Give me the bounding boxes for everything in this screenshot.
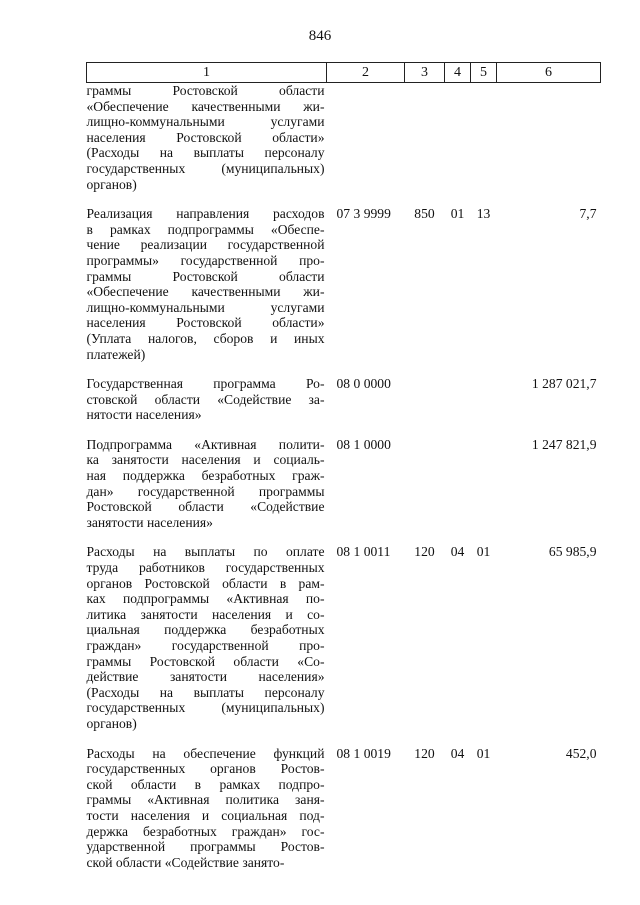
description-line: органов Ростовской области в рам- bbox=[86, 575, 325, 591]
row-section: 01 bbox=[450, 206, 465, 222]
description-line: программы» государственной про- bbox=[86, 252, 325, 268]
description-line: ках подпрограммы «Активная по- bbox=[86, 591, 325, 607]
description-line: Реализация направления расходов bbox=[86, 206, 325, 222]
row-subsection bbox=[471, 423, 497, 531]
budget-table bbox=[86, 62, 601, 870]
row-target-code: 08 1 0011 bbox=[336, 544, 391, 560]
description-line: (Расходы на выплаты персоналу bbox=[86, 684, 325, 700]
description-line: государственных (муниципальных) bbox=[86, 700, 325, 716]
row-description bbox=[87, 423, 327, 531]
description-line: граммы Ростовской области bbox=[86, 268, 325, 284]
description-line: Расходы на выплаты по оплате bbox=[86, 544, 325, 560]
description-line: граммы «Активная политика заня- bbox=[86, 792, 325, 808]
row-amount: 7,7 bbox=[579, 206, 597, 222]
description-line: действие занятости населения» bbox=[86, 669, 325, 685]
description-line: органов) bbox=[86, 715, 137, 731]
table-row bbox=[87, 732, 601, 871]
description-line: населения Ростовской области» bbox=[86, 315, 325, 331]
row-description bbox=[87, 83, 327, 193]
header-col-3: 3 bbox=[405, 63, 445, 83]
row-target-code: 08 1 0019 bbox=[336, 745, 391, 761]
description-line: держка безработных граждан» гос- bbox=[86, 823, 325, 839]
row-expense-type bbox=[405, 423, 445, 531]
header-col-4: 4 bbox=[445, 63, 471, 83]
row-target-code: 08 1 0000 bbox=[336, 436, 391, 452]
header-col-2: 2 bbox=[327, 63, 405, 83]
description-line: (Уплата налогов, сборов и иных bbox=[86, 330, 325, 346]
header-col-6: 6 bbox=[497, 63, 601, 83]
row-subsection: 01 bbox=[476, 544, 491, 560]
row-expense-type: 120 bbox=[414, 544, 435, 560]
description-line: циальная поддержка безработных bbox=[86, 622, 325, 638]
row-amount: 452,0 bbox=[565, 745, 597, 761]
row-expense-type bbox=[405, 362, 445, 423]
row-description bbox=[87, 192, 327, 362]
description-line: Ростовской области «Содействие bbox=[86, 499, 325, 515]
description-line: ской области «Содействие занято- bbox=[86, 854, 285, 870]
row-section: 04 bbox=[450, 544, 465, 560]
description-line: тости населения и социальная под- bbox=[86, 807, 325, 823]
row-section bbox=[445, 362, 471, 423]
header-col-5: 5 bbox=[471, 63, 497, 83]
description-line: нятости населения» bbox=[86, 407, 202, 423]
description-line: граммы Ростовской области bbox=[86, 83, 325, 98]
row-amount: 1 287 021,7 bbox=[531, 376, 597, 392]
row-subsection bbox=[471, 362, 497, 423]
description-line: труда работников государственных bbox=[86, 560, 325, 576]
description-line: Государственная программа Ро- bbox=[86, 376, 325, 392]
header-col-1: 1 bbox=[87, 63, 327, 83]
description-line: лищно-коммунальными услугами bbox=[86, 114, 325, 130]
description-line: ная поддержка безработных граж- bbox=[86, 468, 325, 484]
description-line: органов) bbox=[86, 176, 137, 192]
description-line: стовской области «Содействие за- bbox=[86, 391, 325, 407]
row-section bbox=[445, 423, 471, 531]
row-target-code: 07 3 9999 bbox=[336, 206, 391, 222]
table-header-row bbox=[87, 63, 601, 83]
description-line: Подпрограмма «Активная полити- bbox=[86, 436, 325, 452]
row-amount bbox=[497, 83, 601, 193]
row-amount: 1 247 821,9 bbox=[531, 436, 597, 452]
description-line: государственных (муниципальных) bbox=[86, 160, 325, 176]
description-line: «Обеспечение качественными жи- bbox=[86, 284, 325, 300]
row-description bbox=[87, 732, 327, 871]
description-line: литика занятости населения и со- bbox=[86, 606, 325, 622]
description-line: ударственной программы Ростов- bbox=[86, 839, 325, 855]
description-line: Расходы на обеспечение функций bbox=[86, 745, 325, 761]
description-line: граждан» государственной про- bbox=[86, 638, 325, 653]
table-row bbox=[87, 83, 601, 193]
row-target-code: 08 0 0000 bbox=[336, 376, 391, 392]
row-subsection bbox=[471, 83, 497, 193]
row-section bbox=[445, 83, 471, 193]
row-subsection: 01 bbox=[476, 745, 491, 761]
description-line: ской области в рамках подпро- bbox=[86, 776, 325, 792]
table-row bbox=[87, 362, 601, 423]
table-row bbox=[87, 423, 601, 531]
row-expense-type: 120 bbox=[414, 745, 435, 761]
description-line: ка занятости населения и социаль- bbox=[86, 452, 325, 468]
table-row bbox=[87, 530, 601, 731]
row-amount: 65 985,9 bbox=[548, 544, 597, 560]
description-line: лищно-коммунальными услугами bbox=[86, 299, 325, 315]
description-line: государственных органов Ростов- bbox=[86, 761, 325, 777]
table-body bbox=[87, 83, 601, 871]
description-line: платежей) bbox=[86, 346, 146, 362]
description-line: в рамках подпрограммы «Обеспе- bbox=[86, 221, 325, 237]
row-expense-type: 850 bbox=[414, 206, 435, 222]
row-description bbox=[87, 362, 327, 423]
row-description bbox=[87, 530, 327, 731]
row-expense-type bbox=[405, 83, 445, 193]
description-line: чение реализации государственной bbox=[86, 237, 325, 253]
page-number: 846 bbox=[308, 28, 332, 44]
table-row bbox=[87, 192, 601, 362]
description-line: (Расходы на выплаты персоналу bbox=[86, 145, 325, 161]
description-line: занятости населения» bbox=[86, 514, 213, 530]
row-target-code bbox=[327, 83, 405, 193]
description-line: «Обеспечение качественными жи- bbox=[86, 98, 325, 114]
description-line: населения Ростовской области» bbox=[86, 129, 325, 145]
description-line: дан» государственной программы bbox=[86, 483, 325, 499]
row-section: 04 bbox=[450, 745, 465, 761]
row-subsection: 13 bbox=[476, 206, 491, 222]
description-line: граммы Ростовской области «Со- bbox=[86, 653, 325, 669]
